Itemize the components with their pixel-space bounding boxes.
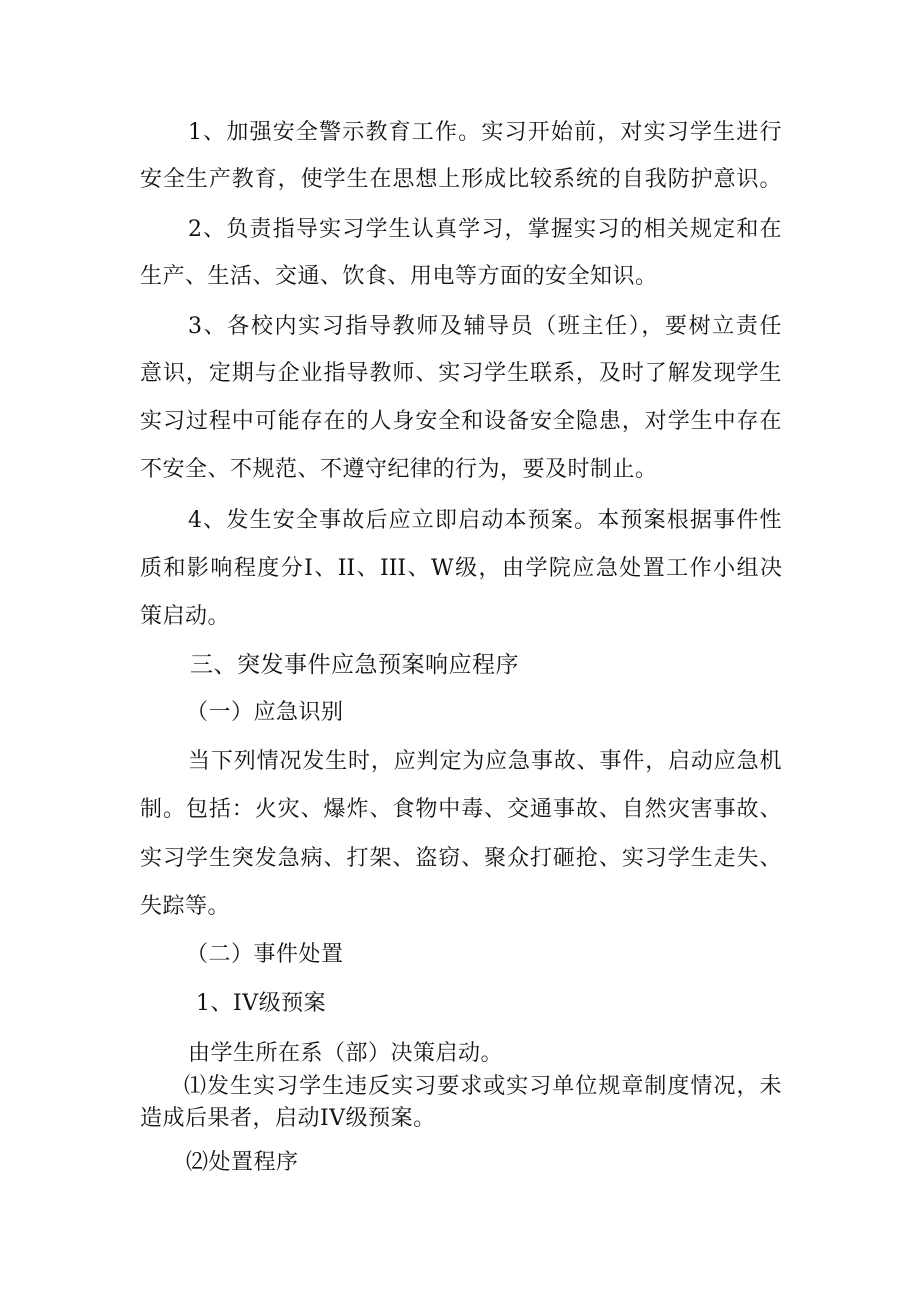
paragraph-2-line-1: 2、负责指导实习学生认真学习，掌握实习的相关规定和在: [188, 217, 782, 242]
paragraph-4-line-2: 质和影响程度分I、II、III、W级，由学院应急处置工作小组决: [140, 556, 782, 581]
paragraph-3-line-1: 3、各校内实习指导教师及辅导员（班主任），要树立责任: [188, 314, 782, 339]
paragraph-1-line-1: 1、加强安全警示教育工作。实习开始前，对实习学生进行: [188, 120, 782, 145]
identification-line-3: 实习学生突发急病、打架、盗窃、聚众打砸抢、实习学生走失、: [140, 846, 782, 871]
level-4-plan-title: 1、IV级预案: [196, 991, 327, 1016]
level-4-plan-intro: 由学生所在系（部）决策启动。: [188, 1041, 504, 1066]
paragraph-3-line-3: 实习过程中可能存在的人身安全和设备安全隐患，对学生中存在: [140, 409, 782, 434]
subsection-handling-title: （二）事件处置: [186, 942, 344, 967]
level-4-item-1-line-2: 造成后果者，启动IV级预案。: [140, 1106, 436, 1131]
level-4-item-1-line-1: ⑴发生实习学生违反实习要求或实习单位规章制度情况，未: [184, 1074, 782, 1099]
paragraph-3-line-2: 意识，定期与企业指导教师、实习学生联系，及时了解发现学生: [140, 361, 782, 386]
identification-line-4: 失踪等。: [140, 894, 231, 919]
level-4-item-2: ⑵处置程序: [186, 1150, 299, 1175]
section-heading: 三、突发事件应急预案响应程序: [190, 652, 519, 678]
subsection-identification-title: （一）应急识别: [186, 700, 344, 725]
paragraph-4-line-3: 策启动。: [140, 604, 231, 629]
paragraph-1-line-2: 安全生产教育，使学生在思想上形成比较系统的自我防护意识。: [140, 167, 782, 192]
paragraph-2-line-2: 生产、生活、交通、饮食、用电等方面的安全知识。: [140, 264, 658, 289]
identification-line-1: 当下列情况发生时，应判定为应急事故、事件，启动应急机: [188, 749, 782, 774]
paragraph-3-line-4: 不安全、不规范、不遵守纪律的行为，要及时制止。: [140, 457, 658, 482]
paragraph-4-line-1: 4、发生安全事故后应立即启动本预案。本预案根据事件性: [188, 508, 782, 533]
identification-line-2: 制。包括：火灾、爆炸、食物中毒、交通事故、自然灾害事故、: [140, 797, 782, 822]
